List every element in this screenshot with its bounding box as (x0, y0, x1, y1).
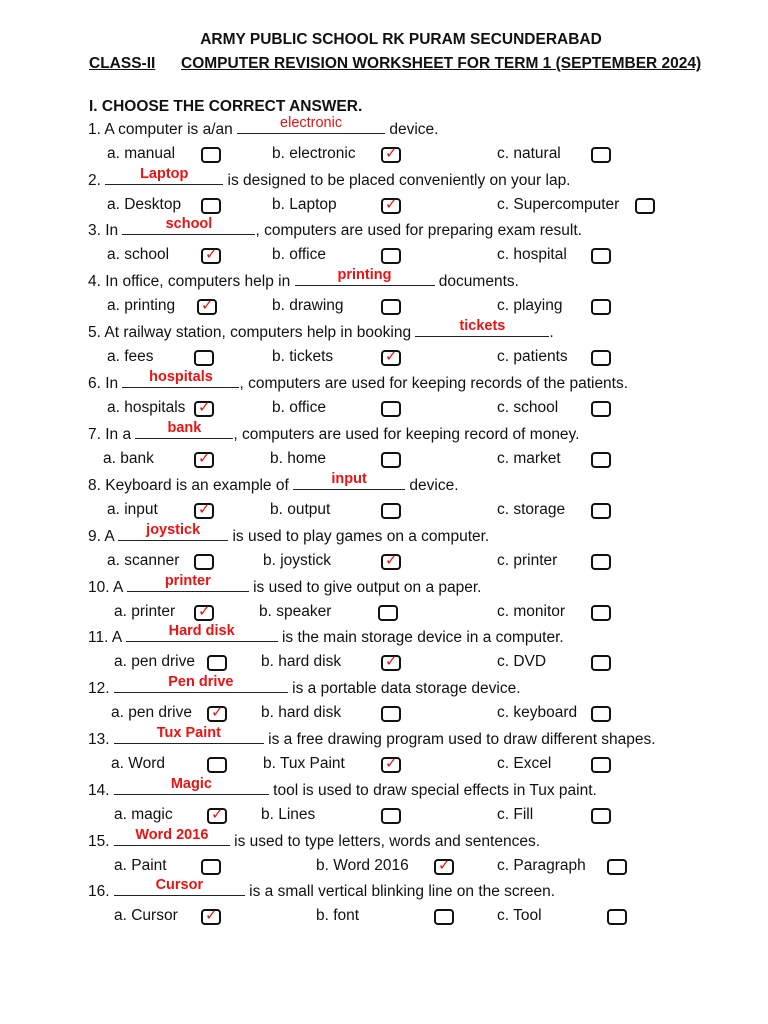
answer-checkbox[interactable] (201, 198, 221, 214)
check-mark-icon: ✓ (385, 144, 398, 162)
option-label: b. font (316, 907, 360, 924)
question-text: . (549, 324, 554, 341)
question-text: 16. (88, 883, 114, 900)
answer-checkbox[interactable] (591, 554, 611, 570)
option-label: a. Paint (114, 857, 167, 874)
answer-checkbox[interactable] (381, 195, 401, 214)
option-label: c. printer (497, 552, 558, 569)
question-text: 5. At railway station, computers help in booking (88, 324, 416, 341)
question-text: is the main storage device in a computer. (277, 629, 564, 646)
worksheet-title: COMPUTER REVISION WORKSHEET FOR TERM 1 (SEPTEMBER 2024) (181, 55, 702, 72)
option-label: a. Word (111, 755, 165, 772)
option-label: c. Excel (497, 755, 552, 772)
answer-blank (126, 623, 278, 642)
check-mark-icon: ✓ (198, 398, 211, 416)
option-label: b. joystick (263, 552, 332, 569)
option-label: b. tickets (272, 348, 334, 365)
answer-checkbox[interactable] (381, 401, 401, 417)
answer-checkbox[interactable] (635, 198, 655, 214)
answer-checkbox[interactable] (591, 655, 611, 671)
answer-checkbox[interactable] (591, 706, 611, 722)
answer-checkbox[interactable] (381, 551, 401, 570)
answer-checkbox[interactable] (201, 859, 221, 875)
answer-checkbox[interactable] (591, 808, 611, 824)
filled-answer: printing (337, 267, 392, 283)
question-text: 2. (88, 172, 106, 189)
question-text: documents. (434, 273, 519, 290)
option-label: c. natural (497, 145, 561, 162)
option-label: b. office (272, 399, 327, 416)
question-text: 7. In a (88, 426, 136, 443)
answer-checkbox[interactable] (591, 147, 611, 163)
question-6 (88, 369, 629, 393)
option-label: b. home (270, 450, 327, 467)
option-label: b. drawing (272, 297, 344, 314)
option-label: a. hospitals (107, 399, 186, 416)
answer-checkbox[interactable] (381, 347, 401, 366)
question-text: 1. A computer is a/an (88, 121, 238, 138)
option-label: c. playing (497, 297, 563, 314)
question-7 (88, 420, 580, 444)
question-4 (88, 267, 519, 291)
option-label: c. monitor (497, 603, 566, 620)
question-text: 4. In office, computers help in (88, 273, 295, 290)
answer-blank (118, 522, 228, 541)
answer-checkbox[interactable] (434, 856, 454, 875)
question-text: 3. In (88, 222, 123, 239)
answer-checkbox[interactable] (591, 350, 611, 366)
question-text: 12. (88, 680, 114, 697)
option-label: b. office (272, 246, 327, 263)
question-text: , computers are used for preparing exam result. (255, 222, 582, 239)
question-3 (88, 216, 582, 240)
option-label: b. Tux Paint (263, 755, 345, 772)
option-label: c. market (497, 450, 561, 467)
answer-blank (122, 369, 239, 388)
filled-answer: school (165, 216, 213, 232)
option-label: a. school (107, 246, 170, 263)
answer-checkbox[interactable] (591, 503, 611, 519)
answer-checkbox[interactable] (194, 350, 214, 366)
question-2 (88, 166, 571, 190)
filled-answer: electronic (280, 115, 343, 131)
answer-checkbox[interactable] (207, 805, 227, 824)
question-text: 11. A (88, 629, 126, 646)
question-8 (88, 471, 459, 495)
question-text: 10. A (88, 579, 127, 596)
option-label: a. bank (103, 450, 154, 467)
check-mark-icon: ✓ (385, 551, 398, 569)
option-label: c. Tool (497, 907, 542, 924)
option-label: c. DVD (497, 653, 547, 670)
answer-checkbox[interactable] (434, 909, 454, 925)
answer-checkbox[interactable] (194, 602, 214, 621)
check-mark-icon: ✓ (385, 754, 398, 772)
answer-blank (127, 573, 249, 592)
answer-checkbox[interactable] (381, 144, 401, 163)
answer-blank (122, 216, 255, 235)
option-label: b. Laptop (272, 196, 337, 213)
answer-blank (114, 877, 245, 896)
question-text: 9. A (88, 528, 119, 545)
answer-blank (114, 827, 230, 846)
question-12 (88, 674, 521, 698)
answer-blank (114, 725, 264, 744)
answer-checkbox[interactable] (194, 500, 214, 519)
question-text: 14. (88, 782, 114, 799)
school-name: ARMY PUBLIC SCHOOL RK PURAM SECUNDERABAD (200, 31, 602, 48)
answer-checkbox[interactable] (378, 605, 398, 621)
answer-checkbox[interactable] (381, 452, 401, 468)
option-label: c. storage (497, 501, 566, 518)
answer-checkbox[interactable] (607, 909, 627, 925)
answer-blank (295, 267, 435, 286)
option-label: b. Word 2016 (316, 857, 409, 874)
check-mark-icon: ✓ (198, 500, 211, 518)
check-mark-icon: ✓ (205, 245, 218, 263)
question-10 (88, 573, 482, 597)
filled-answer: bank (167, 420, 202, 436)
question-text: tool is used to draw special effects in Tux paint. (268, 782, 597, 799)
answer-checkbox[interactable] (201, 245, 221, 264)
option-label: c. patients (497, 348, 568, 365)
filled-answer: input (331, 471, 367, 487)
answer-checkbox[interactable] (201, 906, 221, 925)
question-text: 8. Keyboard is an example of (88, 477, 294, 494)
check-mark-icon: ✓ (385, 652, 398, 670)
filled-answer: Cursor (155, 877, 204, 893)
answer-blank (415, 318, 549, 337)
check-mark-icon: ✓ (211, 805, 224, 823)
filled-answer: Laptop (140, 166, 189, 182)
answer-checkbox[interactable] (207, 655, 227, 671)
question-5 (88, 318, 554, 342)
option-label: b. electronic (272, 145, 356, 162)
question-text: is used to play games on a computer. (228, 528, 490, 545)
check-mark-icon: ✓ (198, 602, 211, 620)
answer-checkbox[interactable] (381, 299, 401, 315)
question-13 (88, 725, 656, 749)
option-label: a. manual (107, 145, 176, 162)
question-14 (88, 776, 597, 800)
answer-checkbox[interactable] (591, 401, 611, 417)
filled-answer: Magic (170, 776, 212, 792)
question-text: is a portable data storage device. (287, 680, 521, 697)
question-16 (88, 877, 556, 901)
option-label: c. Supercomputer (497, 196, 620, 213)
answer-checkbox[interactable] (381, 808, 401, 824)
answer-blank (293, 471, 405, 490)
question-text: is designed to be placed conveniently on your lap. (223, 172, 571, 189)
answer-checkbox[interactable] (591, 299, 611, 315)
question-15 (88, 827, 541, 851)
option-label: a. scanner (107, 552, 180, 569)
question-text: device. (405, 477, 459, 494)
question-text: , computers are used for keeping records of the patients. (239, 375, 629, 392)
option-label: a. printer (114, 603, 176, 620)
question-text: , computers are used for keeping record of money. (233, 426, 580, 443)
option-label: a. Desktop (107, 196, 182, 213)
answer-blank (237, 115, 385, 134)
option-label: a. printing (107, 297, 176, 314)
check-mark-icon: ✓ (201, 296, 214, 314)
option-label: c. Fill (497, 806, 534, 823)
answer-checkbox[interactable] (201, 147, 221, 163)
filled-answer: Tux Paint (156, 725, 221, 741)
answer-checkbox[interactable] (591, 248, 611, 264)
section-title: I. CHOOSE THE CORRECT ANSWER. (89, 98, 363, 115)
question-text: 13. (88, 731, 114, 748)
answer-checkbox[interactable] (381, 248, 401, 264)
filled-answer: Pen drive (168, 674, 234, 690)
option-label: a. Cursor (114, 907, 178, 924)
answer-checkbox[interactable] (194, 554, 214, 570)
filled-answer: tickets (459, 318, 506, 334)
filled-answer: Hard disk (168, 623, 235, 639)
check-mark-icon: ✓ (385, 195, 398, 213)
check-mark-icon: ✓ (198, 449, 211, 467)
answer-checkbox[interactable] (591, 605, 611, 621)
option-label: b. hard disk (261, 704, 342, 721)
option-label: c. hospital (497, 246, 567, 263)
option-label: a. pen drive (114, 653, 195, 670)
answer-blank (114, 776, 269, 795)
option-label: c. keyboard (497, 704, 578, 721)
answer-checkbox[interactable] (381, 503, 401, 519)
question-text: is a small vertical blinking line on the screen. (244, 883, 556, 900)
check-mark-icon: ✓ (438, 856, 451, 874)
option-label: c. school (497, 399, 559, 416)
filled-answer: Word 2016 (135, 827, 209, 843)
answer-checkbox[interactable] (591, 452, 611, 468)
answer-blank (114, 674, 288, 693)
question-1 (88, 115, 439, 139)
question-text: 15. (88, 833, 114, 850)
option-label: a. fees (107, 348, 154, 365)
filled-answer: hospitals (149, 369, 213, 385)
question-text: is a free drawing program used to draw different shapes. (263, 731, 656, 748)
option-label: b. hard disk (261, 653, 342, 670)
answer-checkbox[interactable] (381, 706, 401, 722)
option-label: c. Paragraph (497, 857, 586, 874)
option-label: b. speaker (259, 603, 332, 620)
answer-blank (105, 166, 223, 185)
check-mark-icon: ✓ (211, 703, 224, 721)
question-9 (88, 522, 490, 546)
class-label: CLASS-II (89, 55, 156, 72)
check-mark-icon: ✓ (205, 906, 218, 924)
option-label: a. pen drive (111, 704, 192, 721)
option-label: a. input (107, 501, 158, 518)
option-label: b. Lines (261, 806, 316, 823)
answer-checkbox[interactable] (381, 754, 401, 773)
question-text: device. (385, 121, 439, 138)
answer-checkbox[interactable] (607, 859, 627, 875)
option-label: b. output (270, 501, 331, 518)
question-text: 6. In (88, 375, 123, 392)
question-text: is used to type letters, words and sentences. (229, 833, 541, 850)
answer-checkbox[interactable] (207, 703, 227, 722)
answer-checkbox[interactable] (381, 652, 401, 671)
filled-answer: printer (164, 573, 211, 589)
question-text: is used to give output on a paper. (248, 579, 482, 596)
check-mark-icon: ✓ (385, 347, 398, 365)
answer-blank (135, 420, 233, 439)
question-11 (88, 623, 564, 647)
filled-answer: joystick (146, 522, 201, 538)
option-label: a. magic (114, 806, 173, 823)
answer-checkbox[interactable] (197, 296, 217, 315)
answer-checkbox[interactable] (591, 757, 611, 773)
answer-checkbox[interactable] (194, 449, 214, 468)
answer-checkbox[interactable] (194, 398, 214, 417)
answer-checkbox[interactable] (207, 757, 227, 773)
